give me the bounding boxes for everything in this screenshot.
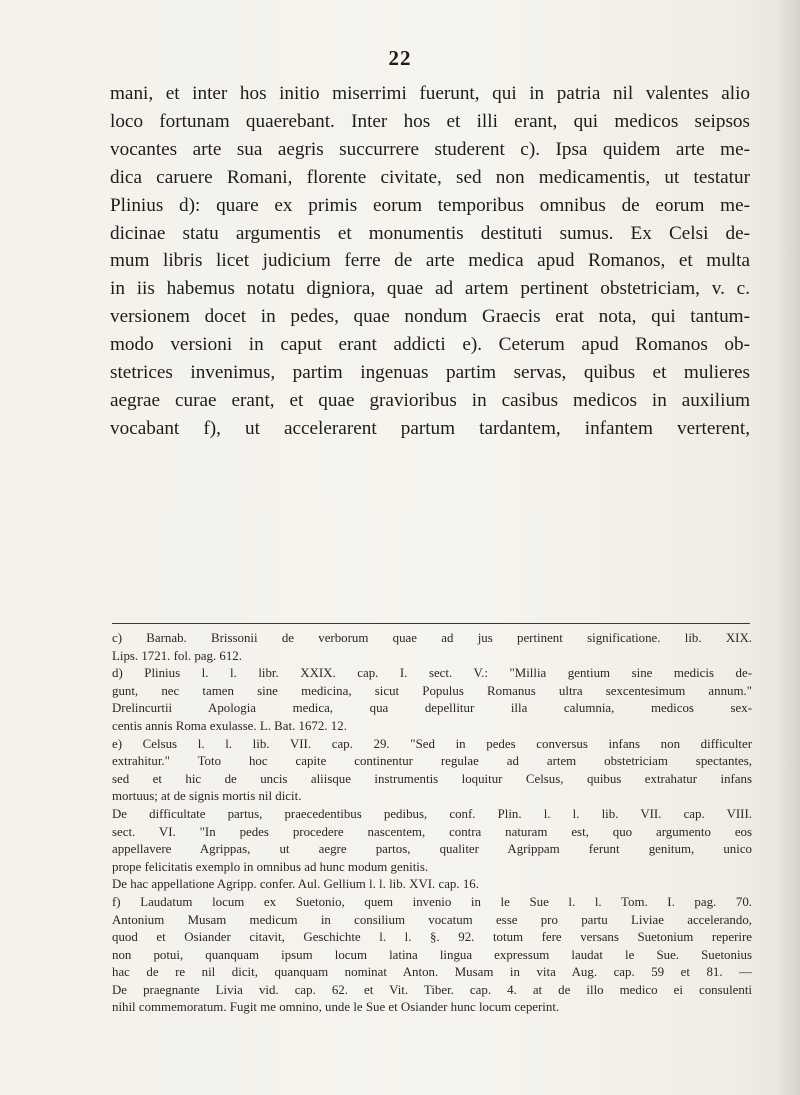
footnote-line: quod et Osiander citavit, Geschichte l. l. §. 92. totum fere versans Suetonium reperire xyxy=(112,930,752,945)
footnote-line: non potui, quanquam ipsum locum latina lingua expressum laudat le Sue. Suetonius xyxy=(112,947,752,962)
main-text-line: aegrae curae erant, et quae gravioribus in casibus medicos in auxilium xyxy=(110,389,750,411)
main-text-line: dica caruere Romani, florente civitate, sed non medicamentis, ut testatur xyxy=(110,166,750,188)
footnote-line: appellavere Agrippas, ut aegre partos, qualiter Agrippam ferunt genitum, unico xyxy=(112,842,752,857)
main-text-line: vocantes arte sua aegris succurrere studerent c). Ipsa quidem arte me- xyxy=(110,138,750,160)
footnote-line: mortuus; at de signis mortis nil dicit. xyxy=(112,789,302,804)
footnote-line: hac de re nil dicit, quanquam nominat Anton. Musam in vita Aug. cap. 59 et 81. — xyxy=(112,965,752,980)
footnote-line: sed et hic de uncis aliisque instrumentis loquitur Celsus, quibus extrahatur infans xyxy=(112,771,752,786)
main-text-line: dicinae statu argumentis et monumentis destituti sumus. Ex Celsi de- xyxy=(110,222,750,244)
footnote-line: Antonium Musam medicum in consilium vocatum esse pro partu Liviae accelerando, xyxy=(112,912,752,927)
footnote-divider xyxy=(112,623,750,624)
footnotes-block xyxy=(112,630,752,1017)
footnote-line: c) Barnab. Brissonii de verborum quae ad jus pertinent significatione. lib. XIX. xyxy=(112,631,752,645)
main-text-line: vocabant f), ut accelerarent partum tardantem, infantem verterent, xyxy=(110,417,750,439)
footnote-line: extrahitur." Toto hoc capite continentur regulae ad artem obstetriciam spectantes, xyxy=(112,754,752,769)
page-number: 22 xyxy=(388,46,412,70)
footnote-line: gunt, nec tamen sine medicina, sicut Populus Romanus ultra sexcentesimum annum." xyxy=(112,683,752,698)
main-text-line: mani, et inter hos initio miserrimi fuerunt, qui in patria nil valentes alio xyxy=(110,83,750,104)
page-edge-shadow xyxy=(778,0,800,1095)
footnote-line: De hac appellatione Agripp. confer. Aul. Gellium l. l. lib. XVI. cap. 16. xyxy=(112,877,479,892)
footnote-line: sect. VI. "In pedes procedere nascentem, contra naturam est, quo argumento eos xyxy=(112,824,752,839)
footnote-line: Drelincurtii Apologia medica, qua depellitur illa calumnia, medicos sex- xyxy=(112,701,752,716)
main-text-body xyxy=(110,80,750,443)
footnote-line: centis annis Roma exulasse. L. Bat. 1672. 12. xyxy=(112,718,347,733)
footnote-line: nihil commemoratum. Fugit me omnino, unde le Sue et Osiander hunc locum ceperint. xyxy=(112,1000,560,1015)
footnote-line: d) Plinius l. l. libr. XXIX. cap. I. sect. V.: "Millia gentium sine medicis de- xyxy=(112,666,752,681)
main-text-line: stetrices invenimus, partim ingenuas partim servas, quibus et mulieres xyxy=(110,362,750,384)
main-text-line: mum libris licet judicium ferre de arte medica apud Romanos, et multa xyxy=(110,250,750,272)
main-text-line: versionem docet in pedes, quae nondum Graecis erat nota, qui tantum- xyxy=(110,306,750,328)
footnote-line: Lips. 1721. fol. pag. 612. xyxy=(112,648,242,663)
footnote-line: De praegnante Livia vid. cap. 62. et Vit. Tiber. cap. 4. at de illo medico ei consulenti xyxy=(112,982,752,997)
main-text-line: in iis habemus notatu digniora, quae ad artem pertinent obstetriciam, v. c. xyxy=(110,278,750,300)
footnote-line: De difficultate partus, praecedentibus pedibus, conf. Plin. l. l. lib. VII. cap. VIII. xyxy=(112,806,752,821)
footnote-line: f) Laudatum locum ex Suetonio, quem invenio in le Sue l. l. Tom. I. pag. 70. xyxy=(112,894,752,909)
footnote-line: e) Celsus l. l. lib. VII. cap. 29. "Sed in pedes conversus infans non difficulter xyxy=(112,736,752,751)
main-text-line: Plinius d): quare ex primis eorum temporibus omnibus de eorum me- xyxy=(110,194,750,216)
main-text-line: modo versioni in caput erant addicti e). Ceterum apud Romanos ob- xyxy=(110,334,750,356)
main-text-line: loco fortunam quaerebant. Inter hos et illi erant, qui medicos seipsos xyxy=(110,110,750,132)
footnote-line: prope felicitatis exemplo in omnibus ad hunc modum genitis. xyxy=(112,859,429,874)
